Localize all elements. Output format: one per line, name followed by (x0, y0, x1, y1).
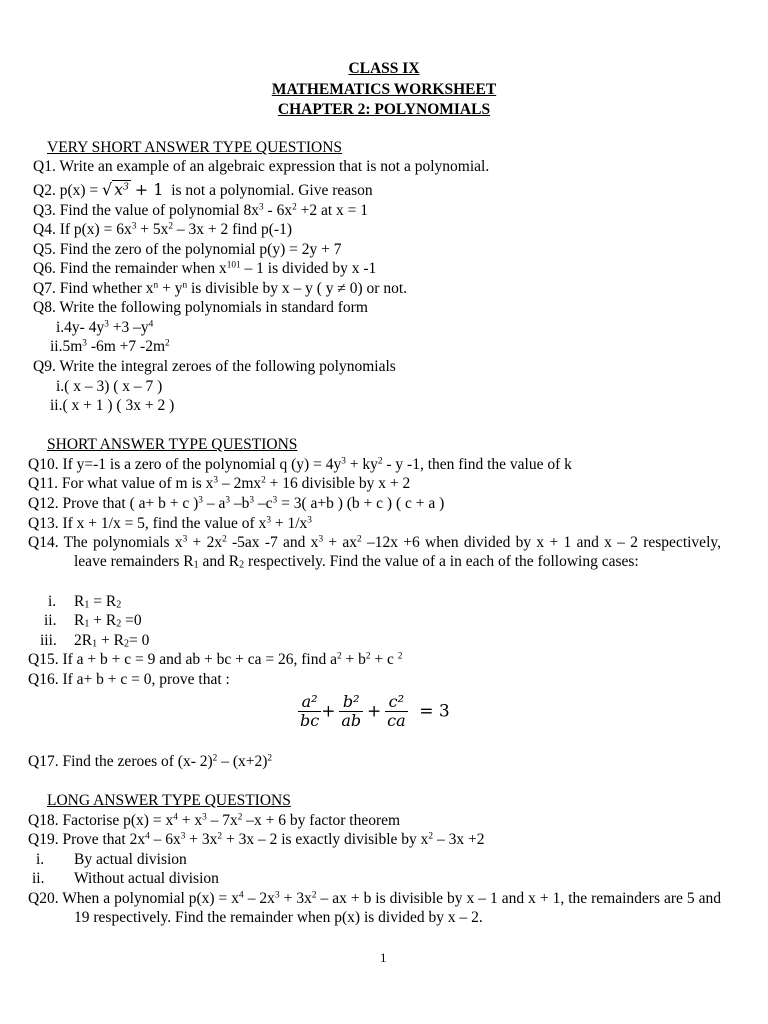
question-q20: Q20. When a polynomial $p(x) = x^4 - 2x^3 + 3x^2$ – ax + b is divisible by x – 1 and x + 1, the remainders are 5 and 19 respectively. Find the remainder when p(x) is divided by x – 2. (28, 890, 721, 926)
question-q19: Q19. Prove that $2x^4 - 6x^3 + 3x^2 + 3x - 2$ is exactly divisible by $x^2 - 3x +2$ (28, 831, 485, 848)
question-q10: Q10. If y=-1 is a zero of the polynomial q $(y) = 4y^3 + ky^2 - y$ -1, then find the value of k (28, 456, 572, 473)
question-q11: Q11. For what value of m is $x^3 - 2mx^2 + 16$ divisible by x + 2 (28, 475, 411, 492)
q16-identity-equation: $\frac{\text{a²}}{bc}$ + $\frac{\text{b²}}{ab}$ + $\frac{\text{c²}}{ca}$ = 3 (300, 692, 450, 730)
class-title: CLASS IX (348, 60, 420, 77)
section-short: SHORT ANSWER TYPE QUESTIONS (47, 436, 298, 453)
q9-part-i: i.( x – 3) ( x – 7 ) (56, 378, 163, 395)
question-q9: Q9. Write the integral zeroes of the following polynomials (33, 358, 396, 375)
question-q18: Q18. Factorise $p(x) = x^4 + x^3 - 7x^2$ –x + 6 by factor theorem (28, 812, 401, 829)
section-very-short: VERY SHORT ANSWER TYPE QUESTIONS (47, 139, 343, 156)
question-q1: Q1. Write an example of an algebraic expression that is not a polynomial. (33, 158, 490, 175)
question-q8: Q8. Write the following polynomials in standard form (33, 299, 368, 316)
question-q16: Q16. If a+ b + c = 0, prove that : (28, 671, 230, 688)
section-long: LONG ANSWER TYPE QUESTIONS (47, 792, 291, 809)
question-q13: Q13. If x + 1/x = 5, find the value of $x^3 + 1/x^3$ (28, 515, 312, 532)
question-q15: Q15. If a + b + c = 9 and ab + bc + ca = 26, find $a^2 + b^2 + c$ $^2$ (28, 651, 403, 668)
q19-part-ii: Without actual division (74, 870, 219, 887)
q19-part-ii-number: ii. (32, 870, 45, 887)
q19-part-i-number: i. (36, 851, 45, 868)
q19-part-i: By actual division (74, 851, 187, 868)
q8-part-ii: $ii.5m^3$ -6m +7 $-2m^2$ (50, 338, 170, 355)
question-q5: Q5. Find the zero of the polynomial p(y) = 2y + 7 (33, 241, 342, 258)
question-q4: Q4. If $p(x) = 6x^3 + 5x^2 - 3x + 2$ find p(-1) (33, 221, 292, 238)
q8-part-i: i.4y- $4y^3 +3$ $-y^4$ (56, 319, 154, 336)
question-q3: Q3. Find the value of polynomial $8x^3 - 6x^2 +2$ at x = 1 (33, 202, 369, 219)
fraction-a2-over-bc: $\frac{\text{a²}}{bc}$ (300, 692, 320, 730)
worksheet-title: MATHEMATICS WORKSHEET (271, 81, 497, 98)
question-q2: Q2. p(x) = √ $x^3 + 1$ is not a polynomial. Give reason (33, 180, 373, 199)
question-q17: Q17. Find the zeroes of (x- $2)^2 - (x+2)^2$ (28, 753, 273, 770)
question-q14: Q14. The polynomials $x^3 + 2x^2$ -5ax -7 and $x^3 + ax^2$ –12x +6 when divided by x + 1 and x – 2 respectively, leave remainders $R_1$ and $R_2$ respectively. Find the value of a in each of the following cases: (28, 534, 721, 571)
q14-case-iii: $2R_1 + R_2= 0$ (74, 632, 150, 650)
question-q7: Q7. Find whether $x^n + y^n$ is divisible by x – y ( y ≠ 0) or not. (33, 280, 408, 297)
fraction-b2-over-ab: $\frac{\text{b²}}{ab}$ (341, 692, 362, 730)
q14-case-i: $R_1 = R_2$ (74, 593, 122, 611)
q9-part-ii: ii.( x + 1 ) ( 3x + 2 ) (50, 397, 175, 414)
square-root-expression: √ $x^3$ (102, 180, 129, 199)
chapter-title: CHAPTER 2: POLYNOMIALS (277, 101, 491, 118)
q14-case-iii-number: iii. (40, 632, 57, 649)
question-q12: Q12. Prove that ( a+ b + c )$^3 - a^3$ $-b^3$ $-c^3 = 3$( a+b ) (b + c ) ( c + a ) (28, 495, 445, 512)
page-number: 1 (380, 950, 387, 965)
fraction-c2-over-ca: $\frac{\text{c²}}{ca}$ (387, 692, 406, 730)
q14-case-ii: $R_1 + R_2 =0$ (74, 612, 142, 630)
q14-case-i-number: i. (48, 593, 57, 610)
question-q6: Q6. Find the remainder when $x^{101} - 1$ is divided by x -1 (33, 260, 377, 277)
q14-case-ii-number: ii. (44, 612, 57, 629)
